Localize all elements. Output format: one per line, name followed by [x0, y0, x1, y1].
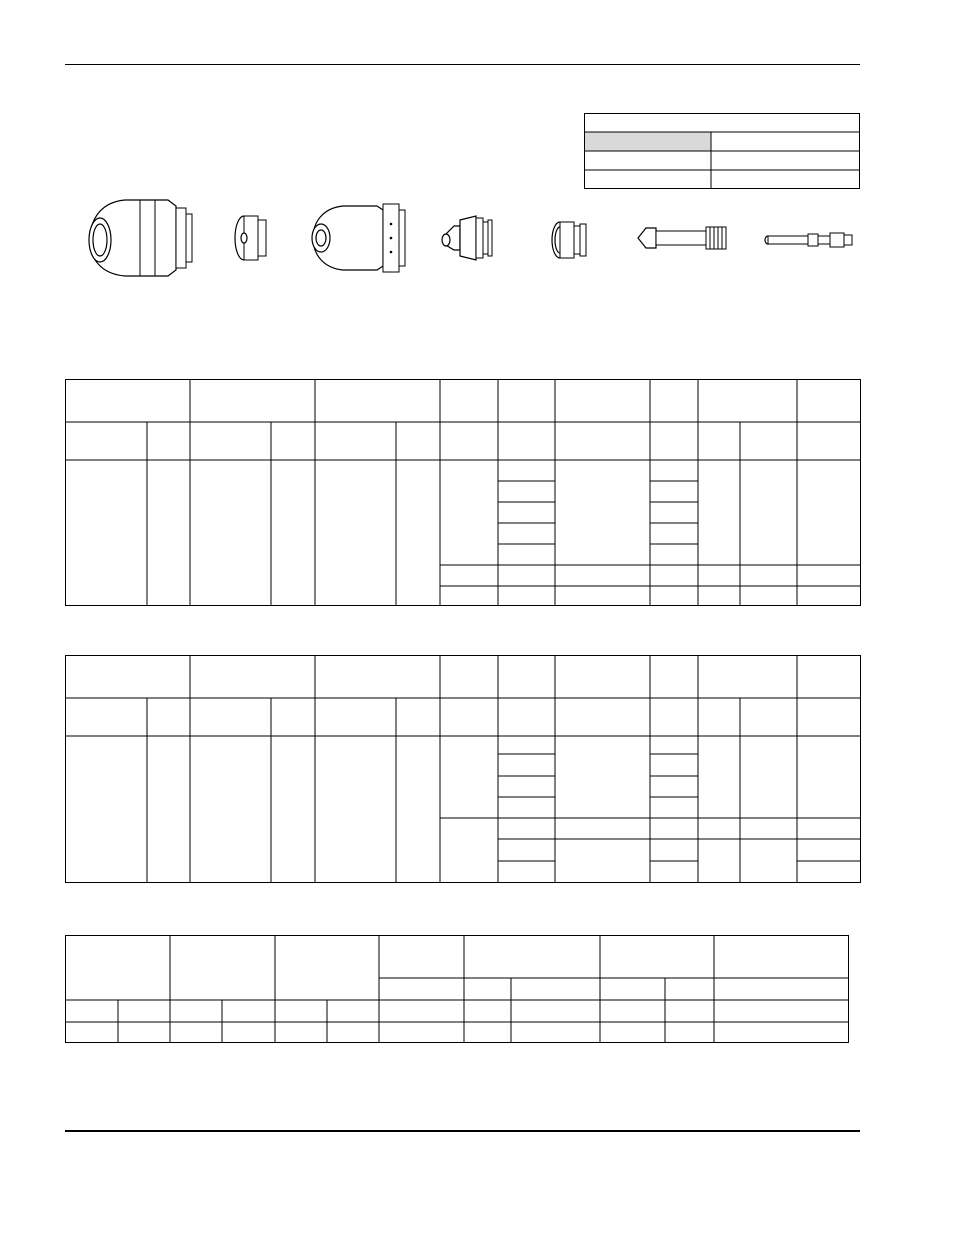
electrode-part-icon [636, 218, 732, 258]
cut-chart-table-2 [65, 655, 862, 885]
cut-chart-table-1 [65, 379, 862, 608]
swirl-ring-part-icon [548, 218, 592, 262]
consumable-parts-row [0, 190, 954, 290]
footer-rule [65, 1130, 860, 1132]
info-table [584, 113, 862, 191]
water-tube-part-icon [763, 230, 859, 250]
nozzle-part-icon [438, 210, 498, 266]
header-rule [65, 64, 860, 65]
retaining-cap-part-icon [305, 200, 410, 276]
consumable-summary-table [65, 935, 851, 1045]
shield-part-icon [80, 196, 200, 280]
shield-cap-part-icon [232, 212, 272, 264]
